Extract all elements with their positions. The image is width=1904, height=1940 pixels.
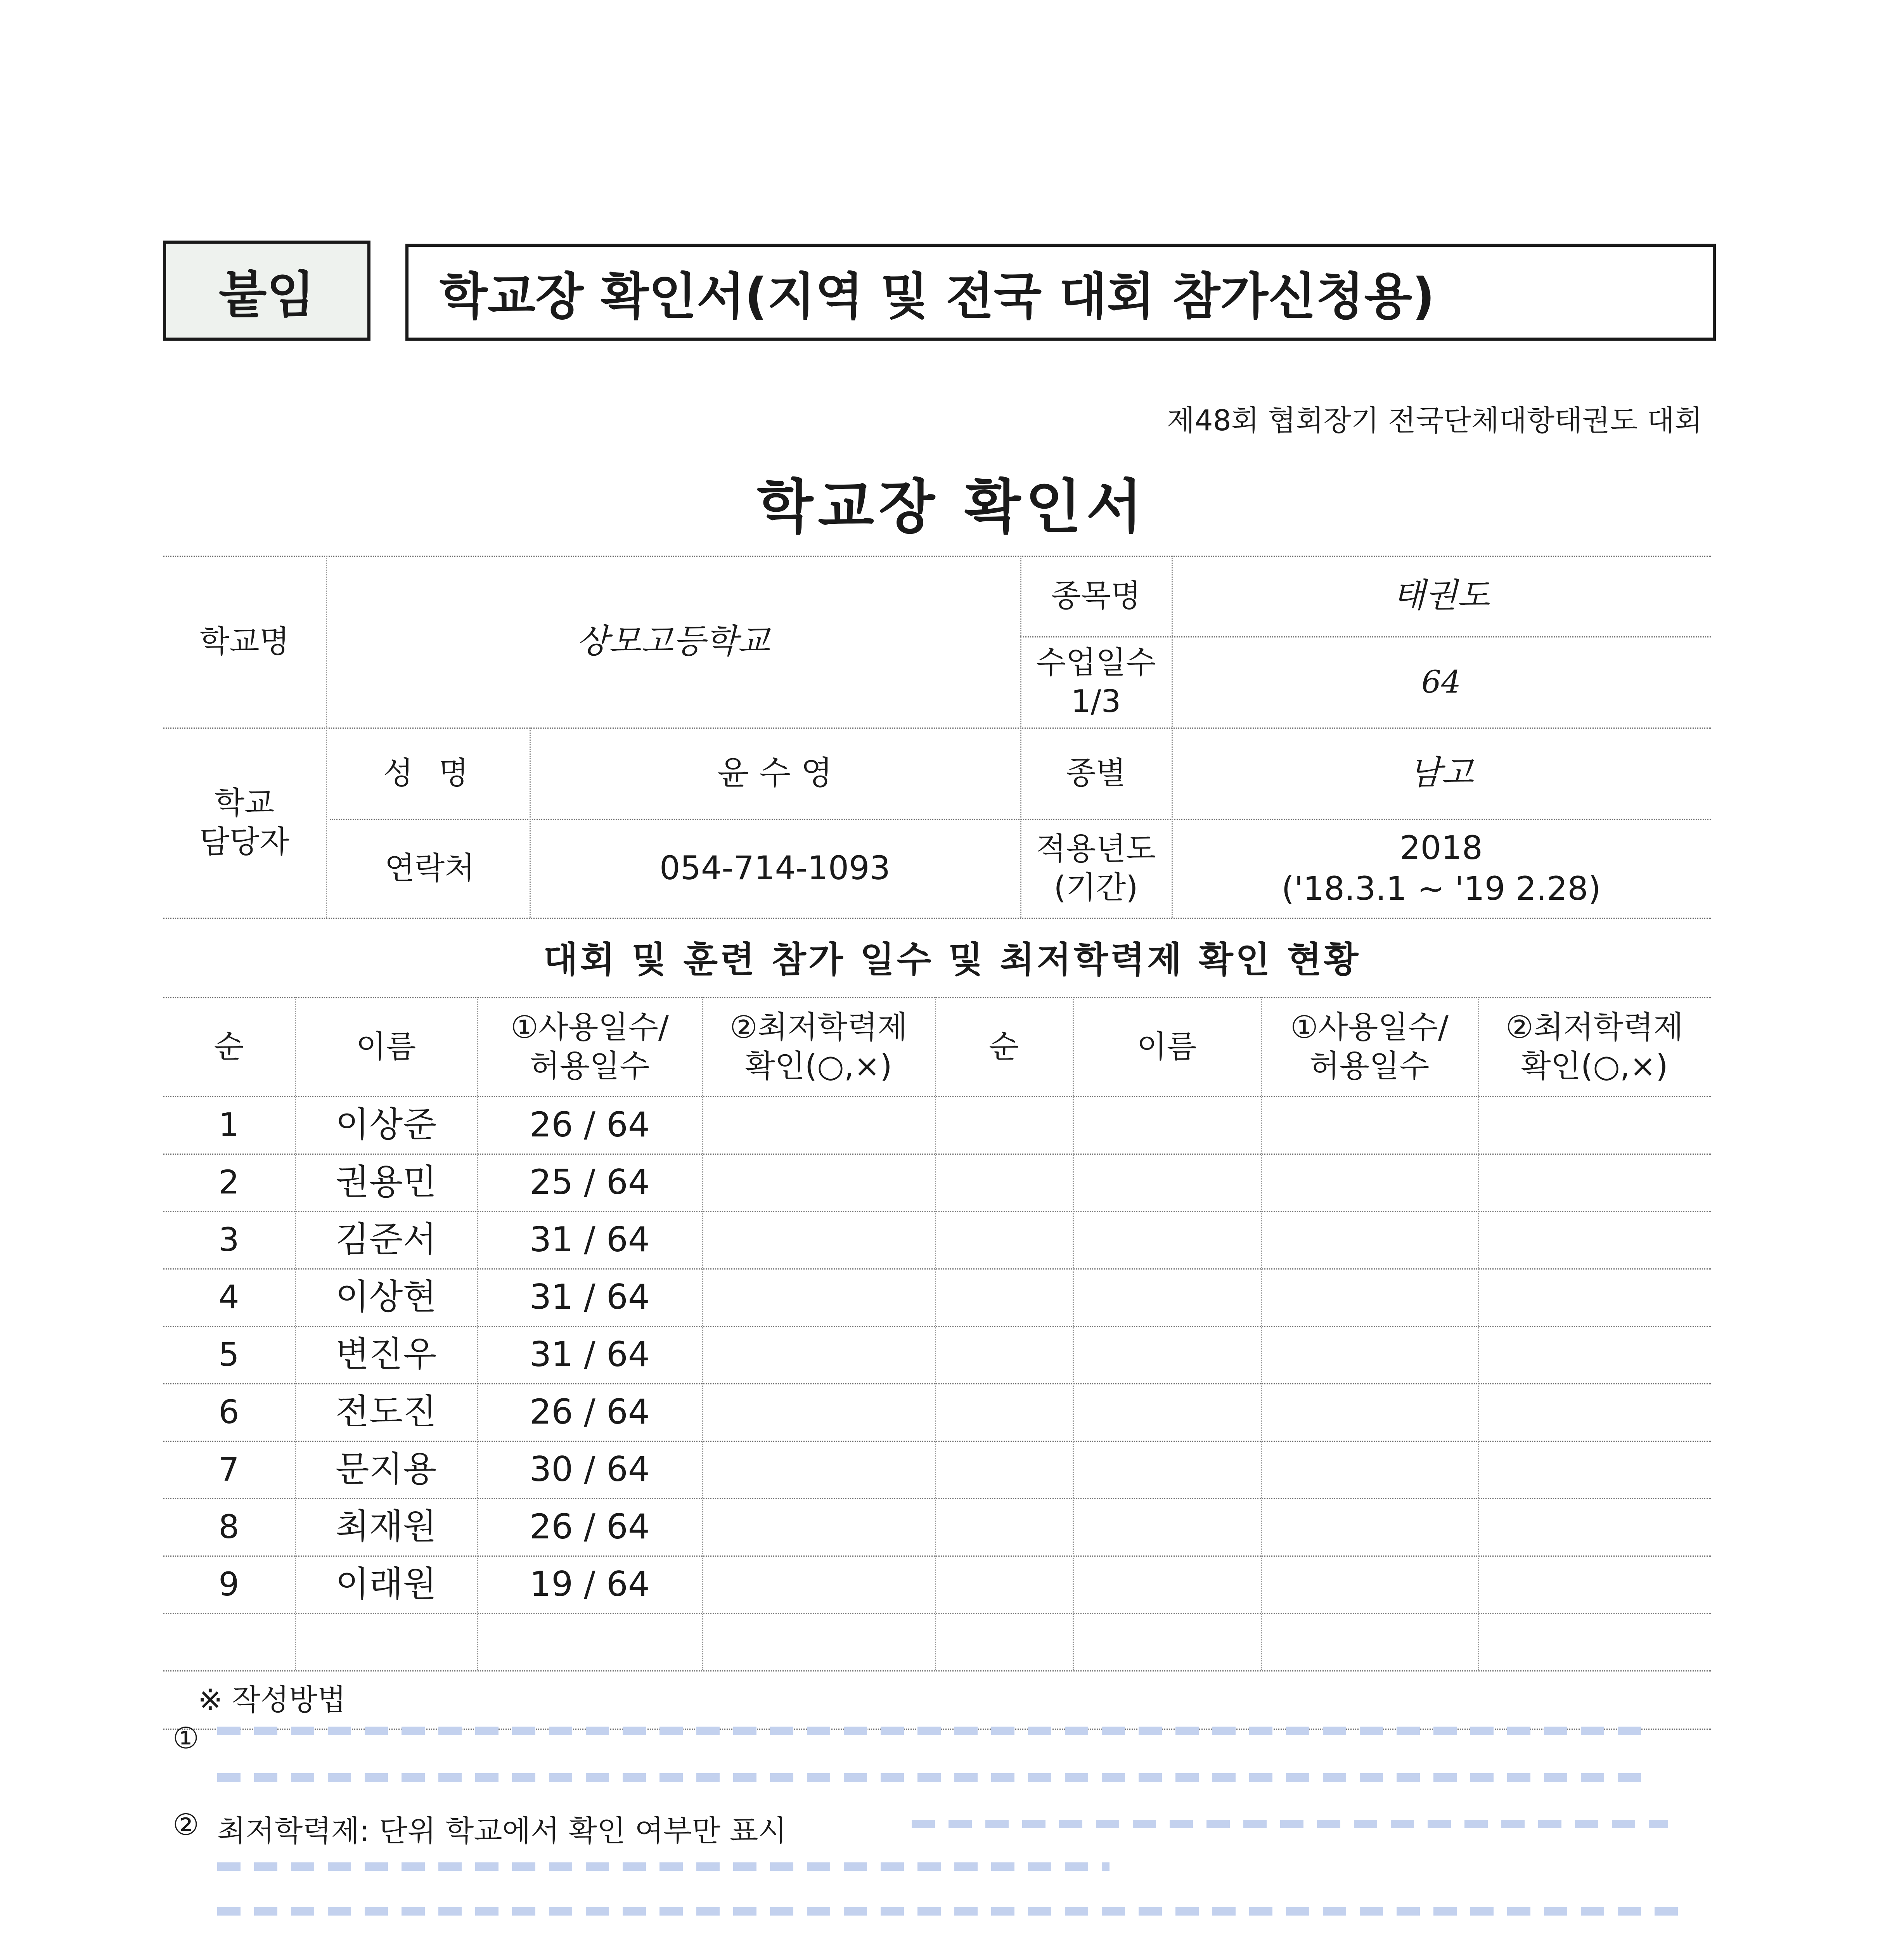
student-name: 이상준 <box>335 1104 437 1145</box>
table-column-divider <box>935 997 936 1670</box>
table-header-cell: ②최저학력제 확인(○,×) <box>729 1009 908 1084</box>
student-name: 전도진 <box>335 1391 437 1432</box>
table-header-cell: 순 <box>214 1028 244 1065</box>
faint-printed-text <box>217 1907 1691 1916</box>
table-divider <box>163 1096 1711 1097</box>
days-used: 26 / 64 <box>530 1507 650 1547</box>
category-label: 종별 <box>1066 755 1126 791</box>
table-divider <box>163 1670 1711 1672</box>
table-divider <box>163 1211 1711 1212</box>
days-used: 31 / 64 <box>530 1334 650 1374</box>
student-name: 최재원 <box>335 1506 437 1547</box>
sport-value: 태권도 <box>1393 576 1490 615</box>
days-used: 26 / 64 <box>530 1105 650 1145</box>
student-name: 이상현 <box>335 1276 437 1317</box>
status-title: 대회 및 훈련 참가 일수 및 최저학력제 확인 현황 <box>543 939 1361 980</box>
row-number: 4 <box>218 1278 239 1316</box>
student-name: 권용민 <box>335 1161 437 1202</box>
table-column-divider <box>1261 997 1262 1670</box>
note-2-marker: ② <box>173 1807 199 1842</box>
days-used: 31 / 64 <box>530 1277 650 1317</box>
table-header-cell: 순 <box>988 1028 1019 1065</box>
period-value: ('18.3.1 ~ '19 2.28) <box>1281 869 1601 908</box>
table-header-cell: 이름 <box>356 1028 416 1065</box>
table-column-divider <box>1478 997 1479 1670</box>
notes-heading: ※ 작성방법 <box>198 1682 346 1717</box>
student-name: 변진우 <box>335 1334 437 1375</box>
table-header-cell: ①사용일수/ 허용일수 <box>1290 1009 1449 1084</box>
table-divider <box>163 1326 1711 1327</box>
table-divider <box>163 1613 1711 1614</box>
faint-printed-text <box>217 1727 1653 1735</box>
row-number: 7 <box>218 1450 239 1488</box>
person-name-value: 윤 수 영 <box>717 754 833 792</box>
table-header-cell: 이름 <box>1137 1028 1197 1065</box>
school-name-value: 상모고등학교 <box>576 622 770 661</box>
row-number: 9 <box>218 1565 239 1603</box>
form-header-title: 학교장 확인서(지역 및 전국 대회 참가신청용) <box>440 268 1435 326</box>
class-days-value: 64 <box>1421 663 1461 700</box>
row-number: 6 <box>218 1393 239 1431</box>
row-number: 5 <box>218 1335 239 1374</box>
days-used: 30 / 64 <box>530 1449 650 1489</box>
divider <box>163 918 1711 919</box>
row-number: 2 <box>218 1163 239 1201</box>
student-name: 문지용 <box>335 1448 437 1490</box>
attachment-tag <box>163 241 370 341</box>
days-used: 25 / 64 <box>530 1162 650 1202</box>
faint-printed-text <box>217 1773 1653 1782</box>
row-number: 3 <box>218 1220 239 1259</box>
days-used: 26 / 64 <box>530 1392 650 1432</box>
note-1-marker: ① <box>173 1721 199 1755</box>
table-column-divider <box>702 997 703 1670</box>
table-divider <box>163 1268 1711 1270</box>
manager-label: 학교 담당자 <box>199 785 289 860</box>
year-label: 적용년도 (기간) <box>1036 830 1156 906</box>
person-name-label: 성 명 <box>383 755 476 791</box>
row-number: 1 <box>218 1105 239 1144</box>
year-value: 2018 <box>1400 828 1483 867</box>
category-value: 남고 <box>1409 753 1474 792</box>
table-column-divider <box>1073 997 1074 1670</box>
table-divider <box>163 1383 1711 1384</box>
form-header-box <box>405 244 1716 341</box>
student-name: 이래원 <box>335 1563 437 1604</box>
table-header-cell: ①사용일수/ 허용일수 <box>511 1009 669 1084</box>
sport-label: 종목명 <box>1051 578 1141 614</box>
table-column-divider <box>295 997 296 1670</box>
school-name-label: 학교명 <box>199 623 289 660</box>
table-divider <box>163 1154 1711 1155</box>
year-value-block <box>1172 819 1711 918</box>
table-divider <box>163 1555 1711 1557</box>
document-title: 학교장 확인서 <box>757 473 1147 541</box>
table-divider <box>163 1441 1711 1442</box>
table-divider <box>163 997 1711 998</box>
student-name: 김준서 <box>335 1219 437 1260</box>
table-column-divider <box>477 997 478 1670</box>
contact-label: 연락처 <box>384 850 475 886</box>
class-days-label: 수업일수 1/3 <box>1036 644 1156 719</box>
days-used: 19 / 64 <box>530 1564 650 1604</box>
faint-printed-text <box>217 1862 1110 1871</box>
note-2-text: 최저학력제: 단위 학교에서 확인 여부만 표시 <box>217 1814 787 1848</box>
faint-printed-text <box>912 1820 1668 1828</box>
table-header-cell: ②최저학력제 확인(○,×) <box>1505 1009 1684 1084</box>
event-name: 제48회 협회장기 전국단체대항태권도 대회 <box>1167 404 1702 437</box>
attachment-tag-text: 붙임 <box>218 266 315 324</box>
row-number: 8 <box>218 1507 239 1546</box>
days-used: 31 / 64 <box>530 1219 650 1259</box>
table-divider <box>163 1498 1711 1499</box>
contact-value: 054-714-1093 <box>659 849 891 887</box>
